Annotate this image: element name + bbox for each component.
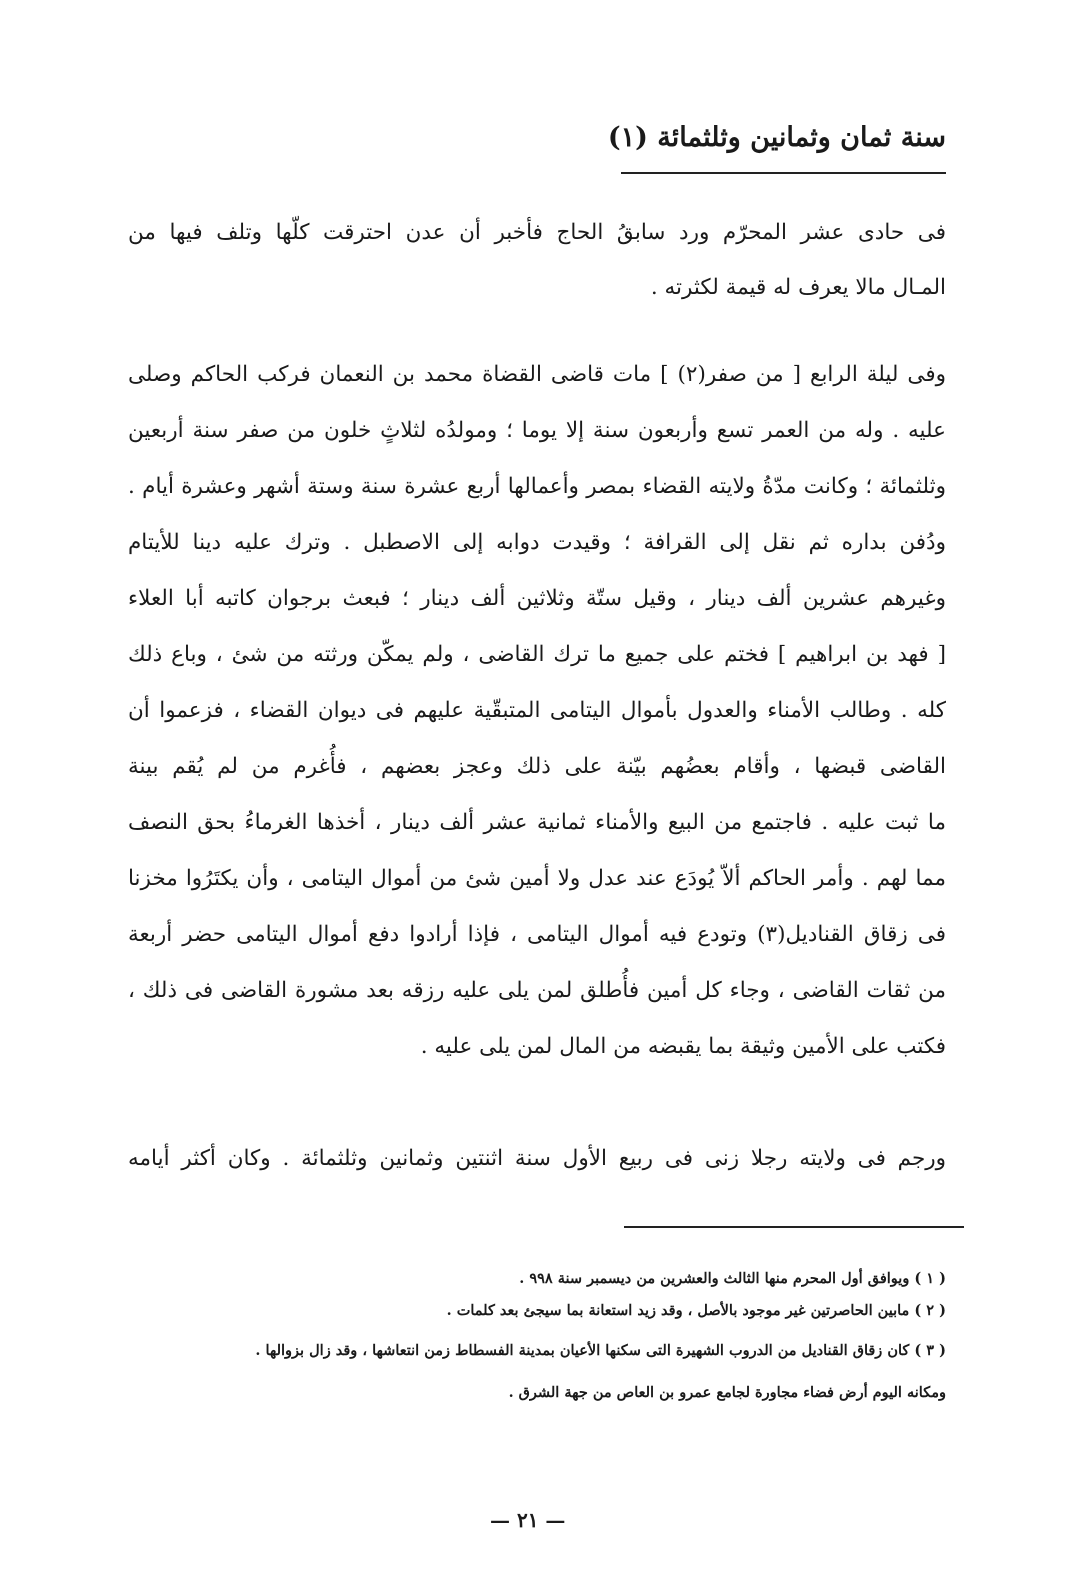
text-line: القاضى قبضها ، وأقام بعضُهم بيّنة على ذلك وعجز بعضهم ، فأُغرم من لم يُقم بينة — [128, 754, 946, 779]
footnote-2: ( ٢ ) مابين الحاصرتين غير موجود بالأصل ، وقد زيد استعانة بما سيجئ بعد كلمات . — [446, 1302, 946, 1319]
text-line: ودُفن بداره ثم نقل إلى القرافة ؛ وقيدت دوابه إلى الاصطبل . وترك عليه دينا للأيتام — [128, 530, 946, 555]
text-line: فكتب على الأمين وثيقة بما يقبضه من المال لمن يلى عليه . — [420, 1034, 946, 1059]
footnote-1: ( ١ ) ويوافق أول المحرم منها الثالث والعشرين من ديسمبر سنة ٩٩٨ . — [519, 1270, 946, 1287]
text-line: وفى ليلة الرابع [ من صفر(٢) ] مات قاضى القضاة محمد بن النعمان فركب الحاكم وصلى — [128, 362, 946, 387]
text-line: المـال مالا يعرف له قيمة لكثرته . — [650, 275, 946, 300]
text-line: وغيرهم عشرين ألف دينار ، وقيل ستّة وثلاثين ألف دينار ؛ فبعث برجوان كاتبه أبا العلاء — [128, 586, 946, 611]
footnote-3-continued: ومكانه اليوم أرض فضاء مجاورة لجامع عمرو بن العاص من جهة الشرق . — [508, 1384, 946, 1401]
text-line: كله . وطالب الأمناء والعدول بأموال اليتامى المتبقّية عليهم فى ديوان القضاء ، فزعموا أن — [128, 698, 946, 723]
text-line: فى حادى عشر المحرّم ورد سابقُ الحاج فأخبر أن عدن احترقت كلّها وتلف فيها من — [128, 220, 946, 245]
text-line: [ فهد بن ابراهيم ] فختم على جميع ما ترك القاضى ، ولم يمكّن ورثته من شئ ، وباع ذلك — [128, 642, 946, 667]
heading-underline — [621, 172, 946, 174]
text-line: ما ثبت عليه . فاجتمع من البيع والأمناء ثمانية عشر ألف دينار ، أخذها الغرماءُ بحق النصف — [128, 810, 946, 835]
footnote-3: ( ٣ ) كان زقاق القناديل من الدروب الشهيرة التى سكنها الأعيان بمدينة الفسطاط زمن انتعاشها ، وقد زال بزوالها . — [255, 1342, 946, 1359]
page-number: — ٢١ — — [490, 1508, 566, 1532]
text-line: مما لهم . وأمر الحاكم ألاّ يُودَع عند عدل ولا أمين شئ من أموال اليتامى ، وأن يكتَرُوا مخزنا — [128, 866, 946, 891]
text-line: من ثقات القاضى ، وجاء كل أمين فأُطلق لمن يلى عليه رزقه بعد مشورة القاضى فى ذلك ، — [128, 978, 946, 1003]
text-line: وثلثمائة ؛ وكانت مدّةُ ولايته القضاء بمصر وأعمالها أربع عشرة سنة وستة أشهر وعشرة أيام . — [128, 474, 946, 499]
footnote-separator — [624, 1226, 964, 1228]
section-heading: سنة ثمان وثمانين وثلثمائة (١) — [607, 122, 946, 153]
text-line: ورجم فى ولايته رجلا زنى فى ربيع الأول سنة اثنتين وثمانين وثلثمائة . وكان أكثر أيامه — [128, 1146, 946, 1171]
text-line: فى زقاق القناديل(٣) وتودع فيه أموال اليتامى ، فإذا أرادوا دفع أموال اليتامى حضر أربعة — [128, 922, 946, 947]
text-line: عليه . وله من العمر تسع وأربعون سنة إلا يوما ؛ ومولدُه لثلاثٍ خلون من صفر سنة أربعين — [128, 418, 946, 443]
